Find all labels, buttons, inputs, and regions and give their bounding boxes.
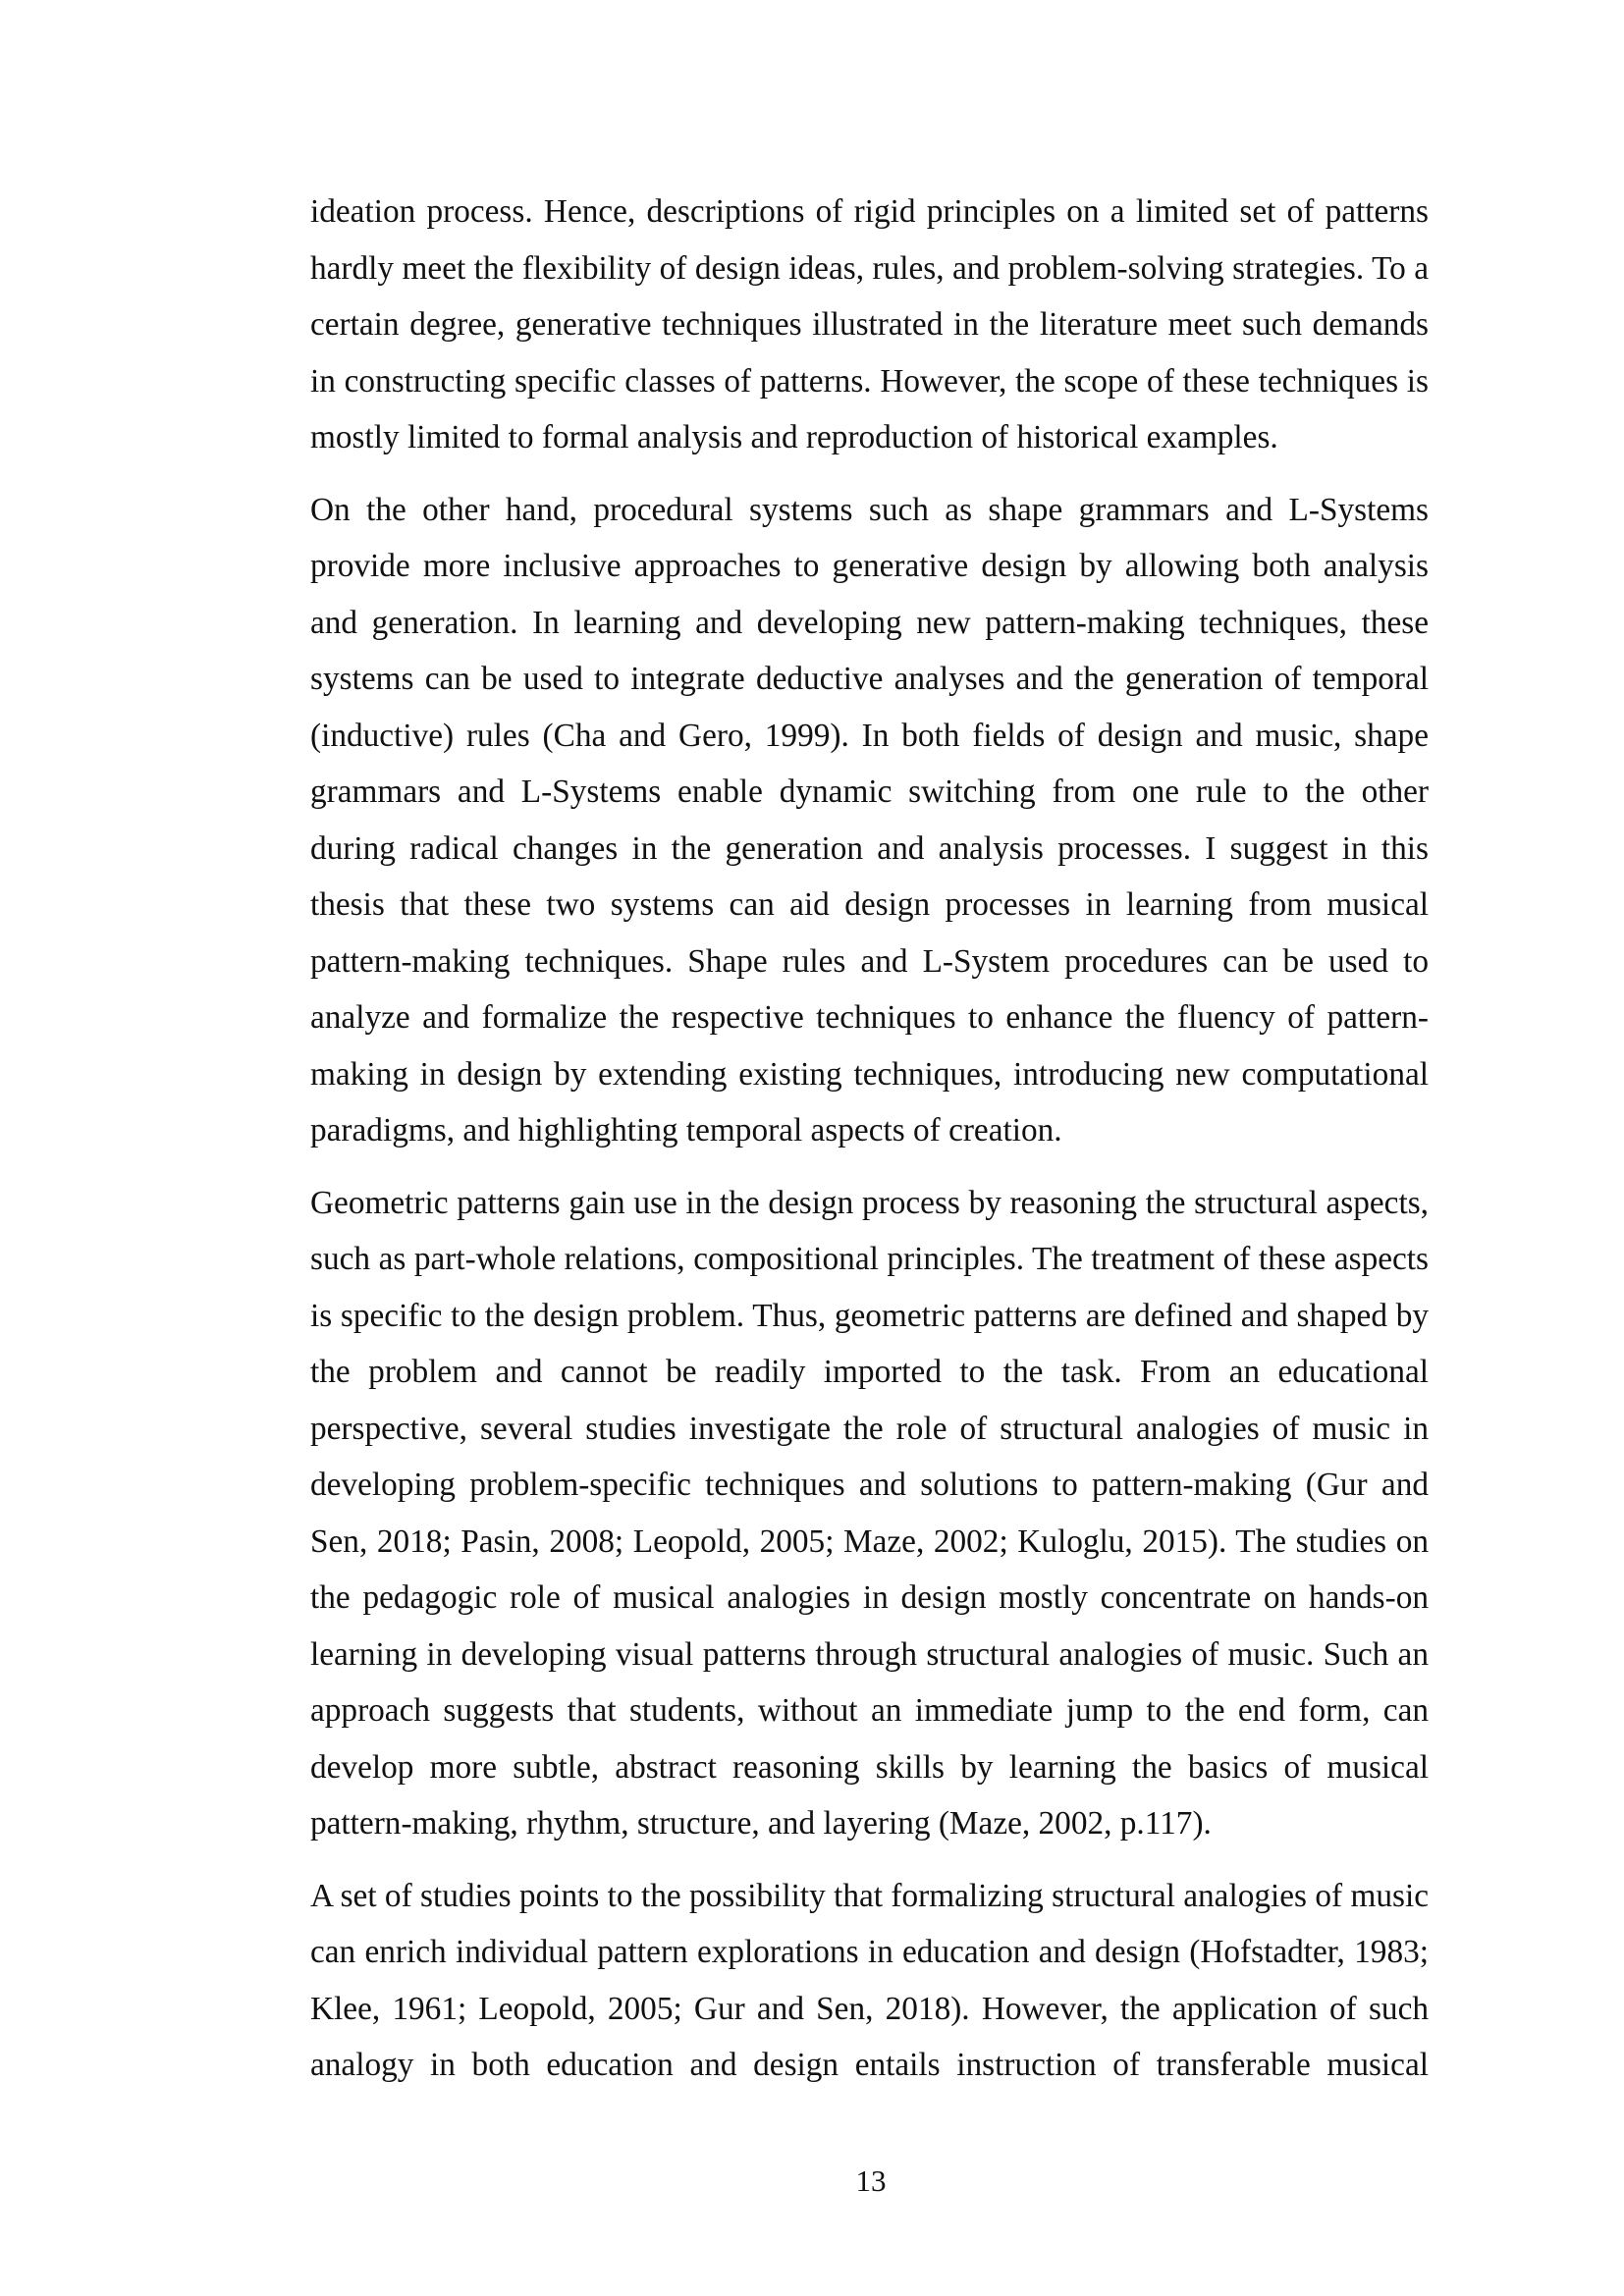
text-line: during radical changes in the generation and analysis processes. I suggest in this [310,829,1429,867]
text-line: provide more inclusive approaches to generative design by allowing both analysis [310,548,1429,584]
text-line: hardly meet the flexibility of design ideas, rules, and problem-solving strategies. To a [310,249,1429,287]
text-line: certain degree, generative techniques illustrated in the literature meet such demands [310,306,1429,343]
text-line: On the other hand, procedural systems such as shape grammars and L-Systems [310,491,1429,528]
text-line: thesis that these two systems can aid design processes in learning from musical [310,886,1429,923]
text-line: Sen, 2018; Pasin, 2008; Leopold, 2005; Maze, 2002; Kuloglu, 2015). The studies on [310,1522,1429,1560]
page-number: 13 [855,2163,887,2198]
text-line: (inductive) rules (Cha and Gero, 1999). In both fields of design and music, shape [310,717,1429,754]
text-line: the problem and cannot be readily imported to the task. From an educational [310,1354,1429,1390]
text-line: systems can be used to integrate deductive analyses and the generation of temporal [310,661,1429,697]
text-line: approach suggests that students, without an immediate jump to the end form, can [310,1692,1429,1729]
text-line: can enrich individual pattern explorations in education and design (Hofstadter, 1983; [310,1934,1429,1970]
text-line: such as part-whole relations, compositional principles. The treatment of these aspects [310,1241,1429,1277]
text-line: develop more subtle, abstract reasoning skills by learning the basics of musical [310,1748,1429,1786]
text-line: pattern-making, rhythm, structure, and layering (Maze, 2002, p.117). [310,1805,1212,1842]
text-line: Geometric patterns gain use in the design process by reasoning the structural aspects, [310,1184,1429,1221]
text-line: Klee, 1961; Leopold, 2005; Gur and Sen, 2018). However, the application of such [310,1990,1429,2027]
text-line: the pedagogic role of musical analogies in design mostly concentrate on hands-on [310,1579,1429,1616]
text-line: making in design by extending existing techniques, introducing new computational [310,1055,1429,1093]
text-line: learning in developing visual patterns through structural analogies of music. Such an [310,1635,1429,1673]
text-line: analyze and formalize the respective techniques to enhance the fluency of pattern- [310,999,1429,1036]
text-line: A set of studies points to the possibility that formalizing structural analogies of music [310,1877,1429,1914]
text-line: developing problem-specific techniques and solutions to pattern-making (Gur and [310,1467,1429,1503]
text-line: in constructing specific classes of patterns. However, the scope of these techniques is [310,362,1429,400]
text-line: is specific to the design problem. Thus, geometric patterns are defined and shaped by [310,1297,1429,1334]
text-line: paradigms, and highlighting temporal aspects of creation. [310,1112,1062,1148]
text-line: analogy in both education and design entails instruction of transferable musical [310,2047,1429,2083]
text-line: ideation process. Hence, descriptions of rigid principles on a limited set of patterns [310,193,1429,230]
text-line: grammars and L-Systems enable dynamic switching from one rule to the other [310,774,1429,810]
text-line: and generation. In learning and developing new pattern-making techniques, these [310,604,1429,641]
text-line: perspective, several studies investigate the role of structural analogies of music in [310,1410,1429,1447]
text-line: pattern-making techniques. Shape rules and L-System procedures can be used to [310,942,1429,980]
text-line: mostly limited to formal analysis and reproduction of historical examples. [310,419,1278,455]
